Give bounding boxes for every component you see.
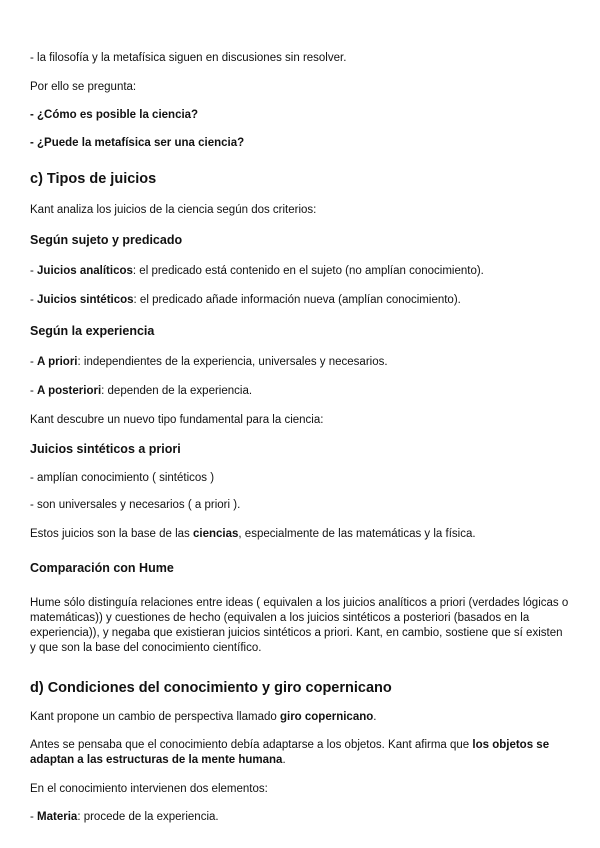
text: Kant propone un cambio de perspectiva llamado (30, 711, 280, 723)
dash: - (30, 265, 38, 277)
list-item (30, 471, 570, 486)
text: Antes se pensaba que el conocimiento debía adaptarse a los objetos. Kant afirma que (30, 739, 473, 751)
emphasis: ciencias (193, 528, 239, 540)
dash: - (30, 294, 38, 306)
text-paragraph (30, 738, 570, 768)
question-text: ¿Puede la metafísica ser una ciencia? (37, 137, 245, 149)
text-line (30, 51, 570, 66)
subheading: Según la experiencia (30, 324, 155, 338)
emphasis: los objetos se adaptan a las estructuras de la mente humana (30, 739, 550, 766)
text-line (30, 710, 570, 725)
section-heading: c) Tipos de juicios (30, 171, 157, 187)
text-line (30, 527, 570, 542)
text: En el conocimiento intervienen dos elementos: (30, 783, 268, 795)
text: . (373, 711, 377, 723)
definition: : procede de la experiencia. (77, 811, 219, 823)
term: Materia (37, 811, 78, 823)
text-line (30, 203, 570, 218)
list-item (30, 498, 570, 513)
text: Estos juicios son la base de las (30, 528, 194, 540)
text-line (30, 782, 570, 797)
term: Juicios analíticos (37, 265, 133, 277)
text: - son universales y necesarios ( a priori ). (30, 499, 241, 511)
definition: : el predicado está contenido en el sujeto (no amplían conocimiento). (132, 265, 484, 277)
subheading: Según sujeto y predicado (30, 233, 183, 247)
text-line (30, 80, 570, 95)
text: , especialmente de las matemáticas y la física. (238, 528, 476, 540)
term: A posteriori (37, 385, 102, 397)
emphasis: giro copernicano (279, 711, 374, 723)
definition-item (30, 293, 570, 308)
definition: : el predicado añade información nueva (amplían conocimiento). (133, 294, 461, 306)
dash: - (30, 385, 38, 397)
dash: - (30, 356, 38, 368)
hume-paragraph: Hume sólo distinguía relaciones entre ideas ( equivalen a los juicios analíticos a priori (verdades lógicas o matemáticas)) y cuestiones de hecho (equivalen a los juicios sintéticos a posteriori (basados en la experiencia)), y negaba que existieran juicios sintéticos a priori. Kant, en cambio, sostiene que sí existen y que son la base del conocimiento científico. (30, 597, 569, 654)
text: Por ello se pregunta: (30, 81, 137, 93)
dash: - (30, 109, 38, 121)
subheading: Comparación con Hume (30, 561, 174, 575)
definition: : dependen de la experiencia. (101, 385, 253, 397)
question-item (30, 136, 570, 151)
dash: - (30, 811, 38, 823)
text: . (282, 754, 286, 766)
text: - amplían conocimiento ( sintéticos ) (30, 472, 215, 484)
definition-item (30, 384, 570, 399)
term: Juicios sintéticos (37, 294, 134, 306)
text-line (30, 413, 570, 428)
section-heading: d) Condiciones del conocimiento y giro copernicano (30, 680, 392, 696)
text: - la filosofía y la metafísica siguen en discusiones sin resolver. (30, 52, 347, 64)
question-item (30, 108, 570, 123)
definition: : independientes de la experiencia, universales y necesarios. (77, 356, 388, 368)
text: Kant descubre un nuevo tipo fundamental para la ciencia: (30, 414, 324, 426)
term: A priori (37, 356, 78, 368)
subheading: Juicios sintéticos a priori (30, 442, 181, 456)
text: Kant analiza los juicios de la ciencia según dos criterios: (30, 204, 317, 216)
definition-item (30, 264, 570, 279)
definition-item (30, 810, 570, 825)
question-text: ¿Cómo es posible la ciencia? (37, 109, 199, 121)
definition-item (30, 355, 570, 370)
dash: - (30, 137, 38, 149)
